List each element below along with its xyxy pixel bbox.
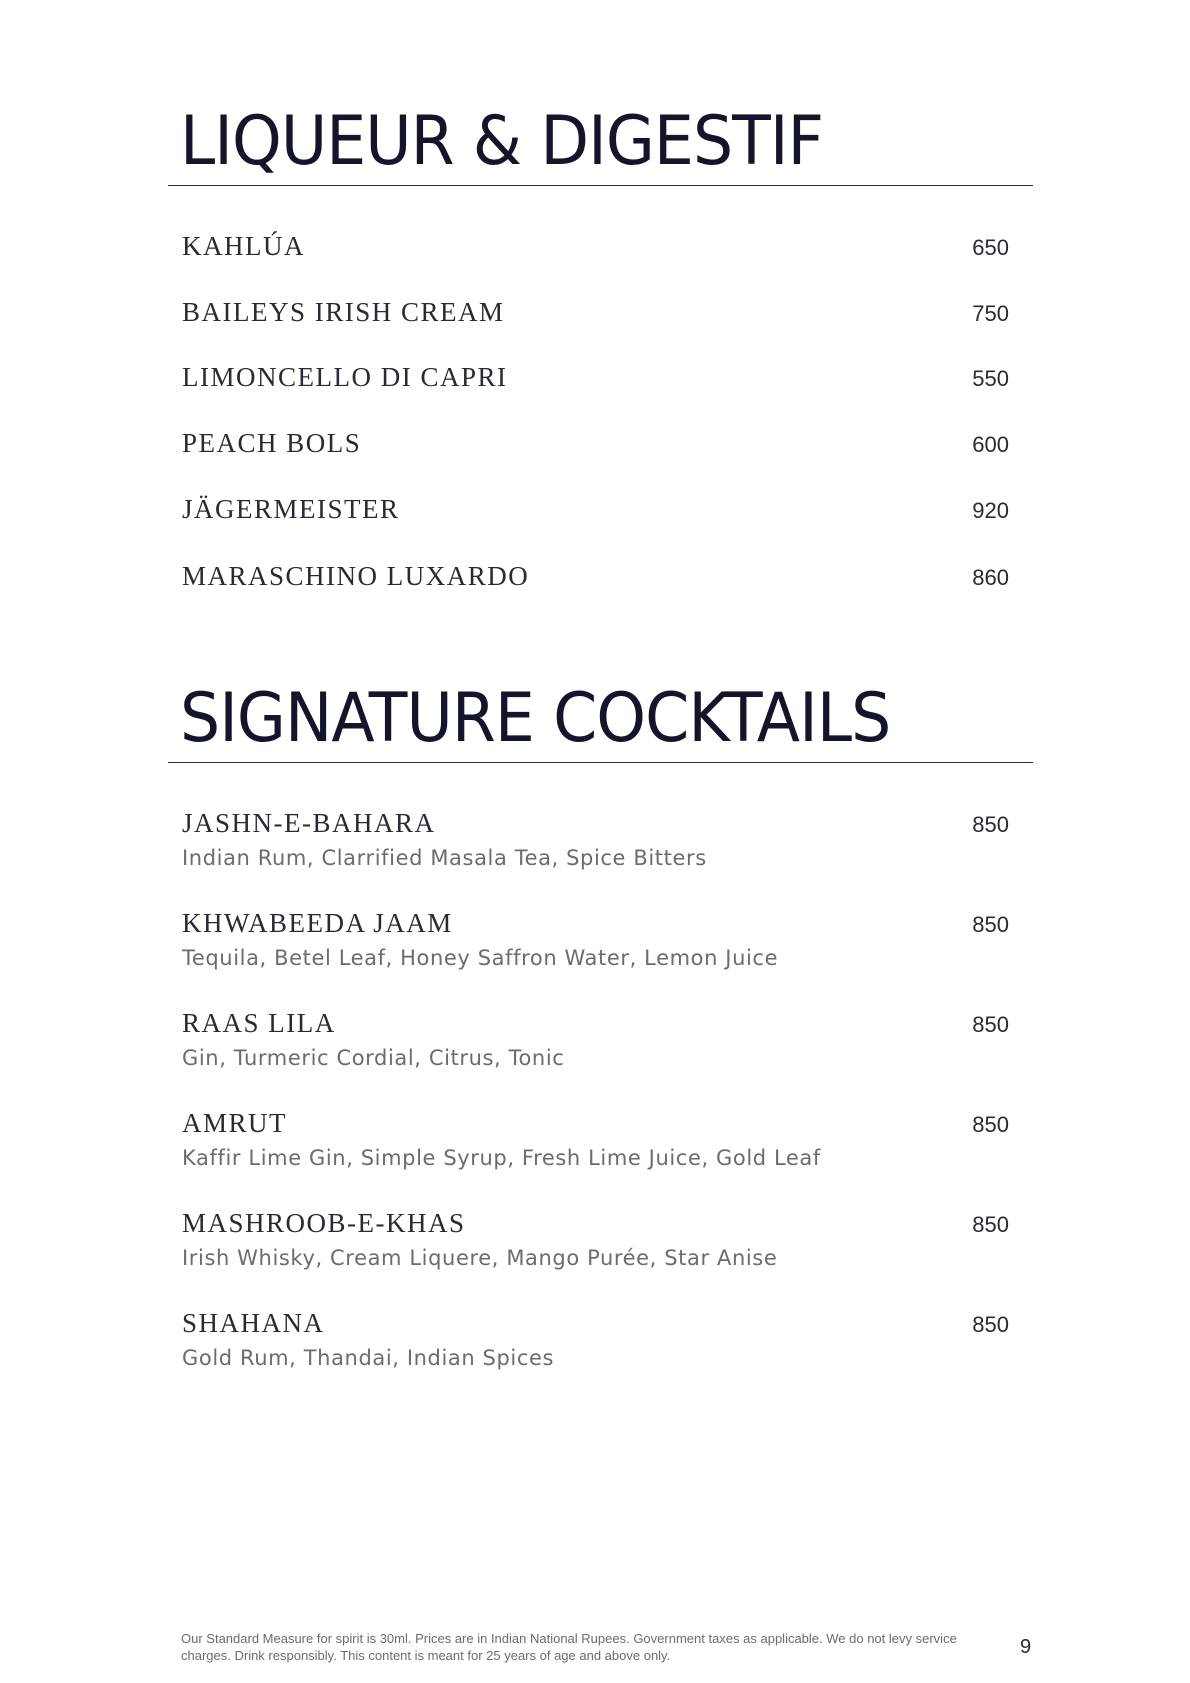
item-name: MASHROOB-E-KHAS [182, 1208, 466, 1238]
item-price: 920 [972, 498, 1009, 523]
item-description: Irish Whisky, Cream Liquere, Mango Purée, Star Anise [182, 1246, 778, 1270]
item-name: JASHN-E-BAHARA [182, 808, 436, 838]
title-divider [168, 762, 1033, 763]
item-name: JÄGERMEISTER [182, 494, 400, 524]
item-description: Kaffir Lime Gin, Simple Syrup, Fresh Lime Juice, Gold Leaf [182, 1146, 821, 1170]
item-description: Tequila, Betel Leaf, Honey Saffron Water, Lemon Juice [182, 946, 779, 970]
item-name: AMRUT [182, 1108, 288, 1138]
item-price: 650 [972, 235, 1009, 260]
item-price: 850 [972, 1312, 1009, 1337]
item-price: 750 [972, 301, 1009, 326]
footer-disclaimer: Our Standard Measure for spirit is 30ml. Prices are in Indian National Rupees. Government taxes as applicable. We do not levy service charges. Drink responsibly. This content is meant for 25 years of age and above only. [181, 1631, 957, 1663]
item-price: 550 [972, 366, 1009, 391]
item-price: 600 [972, 432, 1009, 457]
item-name: MARASCHINO LUXARDO [182, 561, 530, 591]
item-description: Indian Rum, Clarrified Masala Tea, Spice Bitters [182, 846, 707, 870]
item-name: KHWABEEDA JAAM [182, 908, 453, 938]
item-name: SHAHANA [182, 1308, 325, 1338]
section-title-cocktails: SIGNATURE COCKTAILS [180, 679, 891, 758]
item-name: KAHLÚA [182, 231, 305, 261]
item-price: 850 [972, 1212, 1009, 1237]
item-name: RAAS LILA [182, 1008, 336, 1038]
item-name: BAILEYS IRISH CREAM [182, 297, 505, 327]
title-divider [168, 185, 1033, 186]
item-description: Gin, Turmeric Cordial, Citrus, Tonic [182, 1046, 565, 1070]
item-description: Gold Rum, Thandai, Indian Spices [182, 1346, 555, 1370]
item-price: 850 [972, 1012, 1009, 1037]
item-price: 850 [972, 1112, 1009, 1137]
item-price: 850 [972, 912, 1009, 937]
item-price: 860 [972, 565, 1009, 590]
item-price: 850 [972, 812, 1009, 837]
item-name: PEACH BOLS [182, 428, 362, 458]
item-name: LIMONCELLO DI CAPRI [182, 362, 508, 392]
page-number: 9 [1020, 1636, 1032, 1658]
section-title-liqueur: LIQUEUR & DIGESTIF [180, 102, 824, 181]
